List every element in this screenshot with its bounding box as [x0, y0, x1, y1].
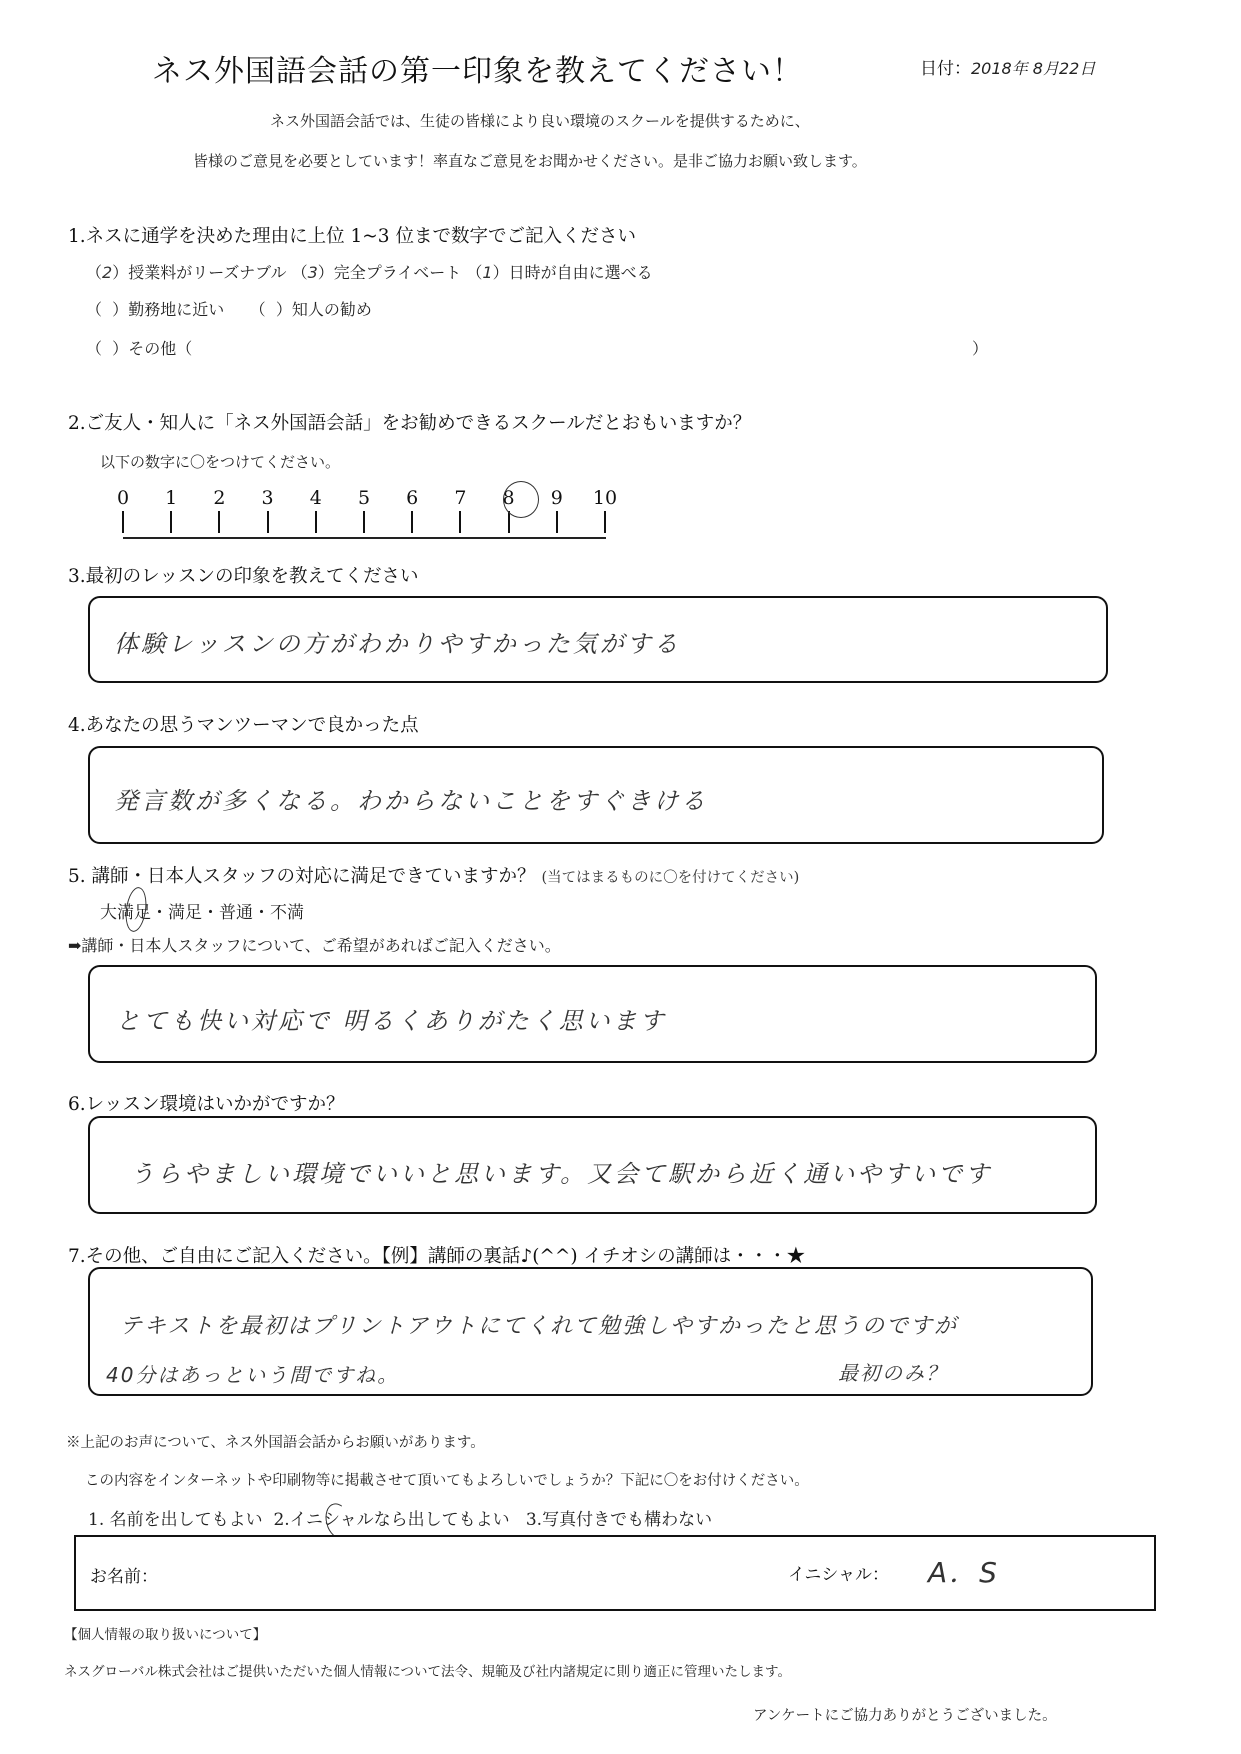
intro-line-1: ネス外国語会話では、生徒の皆様により良い環境のスクールを提供するために、	[270, 112, 810, 130]
date-value[interactable]: 2018年 8月22日	[971, 59, 1096, 78]
survey-title: ネス外国語会話の第一印象を教えてください！	[152, 54, 803, 89]
consent-notice: ※上記のお声について、ネス外国語会話からお願いがあります。	[66, 1435, 485, 1451]
scale-tick	[315, 511, 317, 533]
q5-answer-text: とても快い対応で 明るくありがたく思います	[116, 1007, 667, 1035]
q1-other-close-paren: ）	[972, 339, 989, 358]
scale-tick	[411, 511, 413, 533]
scale-number-0[interactable]: 0	[116, 487, 130, 509]
scale-number-4[interactable]: 4	[309, 487, 322, 509]
scale-tick	[122, 511, 124, 533]
q6-question: 6.レッスン環境はいかがですか？	[68, 1094, 345, 1115]
q2-question: 2.ご友人・知人に「ネス外国語会話」をお勧めできるスクールだとおもいますか？	[68, 413, 752, 434]
q5-selected-circle	[123, 886, 149, 933]
consent-question: この内容をインターネットや印刷物等に掲載させて頂いてもよろしいでしょうか？下記に〇をお付けください。	[85, 1473, 809, 1489]
q1-option-label: 授業料がリーズナブル	[128, 263, 287, 282]
scale-number-5[interactable]: 5	[357, 487, 371, 509]
consent-option-initials[interactable]: 2.イニシャルなら出してもよい	[273, 1510, 510, 1530]
scale-number-3[interactable]: 3	[261, 487, 274, 509]
q1-option-row-3	[86, 336, 192, 359]
q1-question: 1.ネスに通学を決めた理由に上位 1~3 位まで数字でご記入ください	[68, 226, 636, 247]
scale-number-9[interactable]: 9	[550, 487, 563, 509]
q6-answer-text: うらやましい環境でいいと思います。又会て駅から近く通いやすいです	[130, 1160, 993, 1188]
scale-tick	[604, 511, 606, 533]
consent-option-name[interactable]: 1. 名前を出してもよい	[88, 1510, 263, 1530]
name-label: お名前：	[90, 1567, 158, 1587]
date-label: 日付：	[920, 59, 971, 79]
q3-answer-box[interactable]	[88, 596, 1108, 683]
q3-question: 3.最初のレッスンの印象を教えてください	[68, 566, 419, 587]
q7-answer-note: 最初のみ？	[838, 1361, 948, 1385]
scale-tick	[218, 511, 220, 533]
name-field[interactable]	[196, 1557, 696, 1587]
name-box	[74, 1535, 1156, 1611]
q4-answer-text: 発言数が多くなる。わからないことをすぐきける	[114, 787, 708, 815]
q1-option-label: 完全プライベート	[333, 263, 462, 282]
scale-tick	[363, 511, 365, 533]
q1-rank-field[interactable]: （2）	[86, 263, 129, 282]
q1-rank-field[interactable]: （ ）	[86, 339, 129, 358]
scale-number-10[interactable]: 10	[592, 487, 618, 509]
q7-question: 7.その他、ご自由にご記入ください。【例】講師の裏話♪(^^) イチオシの講師は・・・★	[68, 1246, 806, 1267]
scale-tick	[170, 511, 172, 533]
initial-label: イニシャル：	[788, 1565, 889, 1585]
q5-followup: ➡講師・日本人スタッフについて、ご希望があればご記入ください。	[68, 936, 561, 955]
q1-rank-field[interactable]: （ ）	[249, 300, 292, 319]
q1-option-label: 知人の勧め	[291, 300, 372, 319]
scale-number-1[interactable]: 1	[165, 487, 178, 509]
q5-options: 大満足・満足・普通・不満	[100, 903, 304, 923]
q5-option-neutral[interactable]: 普通	[219, 903, 253, 923]
scale-tick	[267, 511, 269, 533]
privacy-heading: 【個人情報の取り扱いについて】	[64, 1627, 267, 1643]
scale-baseline	[123, 537, 606, 539]
q7-answer-line-1: テキストを最初はプリントアウトにてくれて勉強しやすかったと思うのですが	[120, 1314, 959, 1339]
q1-option-row-2	[86, 297, 372, 320]
scale-number-2[interactable]: 2	[213, 487, 226, 509]
q7-answer-line-2: 40分はあっという間ですね。	[106, 1363, 400, 1387]
q1-option-row-1	[86, 260, 653, 283]
q1-option-label: 日時が自由に選べる	[508, 263, 653, 282]
consent-options	[88, 1505, 712, 1530]
q5-note: (当てはまるものに〇を付けてください)	[541, 870, 800, 886]
scale-number-8[interactable]: 8	[502, 487, 515, 509]
q5-answer-box[interactable]	[88, 965, 1097, 1063]
scale-tick	[556, 511, 558, 533]
thanks-message: アンケートにご協力ありがとうございました。	[753, 1708, 1057, 1724]
q1-rank-field[interactable]: （1）	[466, 263, 509, 282]
scale-number-6[interactable]: 6	[406, 487, 419, 509]
privacy-text: ネスグローバル株式会社はご提供いただいた個人情報について法令、規範及び社内諸規定に則り適正に管理いたします。	[64, 1664, 791, 1680]
q7-answer-box[interactable]	[88, 1267, 1093, 1396]
consent-option-photo[interactable]: 3.写真付きでも構わない	[525, 1510, 713, 1530]
q1-rank-field[interactable]: （ ）	[86, 300, 129, 319]
initial-field[interactable]: A．S	[928, 1556, 999, 1589]
date-field	[920, 54, 1095, 79]
q1-option-label: 勤務地に近い	[128, 300, 225, 319]
q4-question: 4.あなたの思うマンツーマンで良かった点	[68, 715, 419, 736]
q1-rank-field[interactable]: （3）	[291, 263, 334, 282]
q5-option-very-satisfied[interactable]: 大満足	[100, 903, 151, 923]
q5-option-dissatisfied[interactable]: 不満	[270, 903, 304, 923]
q2-instruction: 以下の数字に〇をつけてください。	[100, 453, 341, 471]
scale-selected-circle	[503, 481, 539, 518]
q5-question: 5. 講師・日本人スタッフの対応に満足できていますか？ (当てはまるものに〇を付けてください)	[68, 866, 800, 887]
scale-number-7[interactable]: 7	[454, 487, 467, 509]
q6-answer-box[interactable]	[88, 1116, 1097, 1214]
q3-answer-text: 体験レッスンの方がわかりやすかった気がする	[114, 630, 681, 658]
q4-answer-box[interactable]	[88, 746, 1104, 844]
q5-option-satisfied[interactable]: 満足	[168, 903, 202, 923]
q1-option-label: その他（	[128, 339, 193, 358]
scale-tick	[459, 511, 461, 533]
intro-line-2: 皆様のご意見を必要としています！率直なご意見をお聞かせください。是非ご協力お願い致します。	[193, 152, 867, 170]
